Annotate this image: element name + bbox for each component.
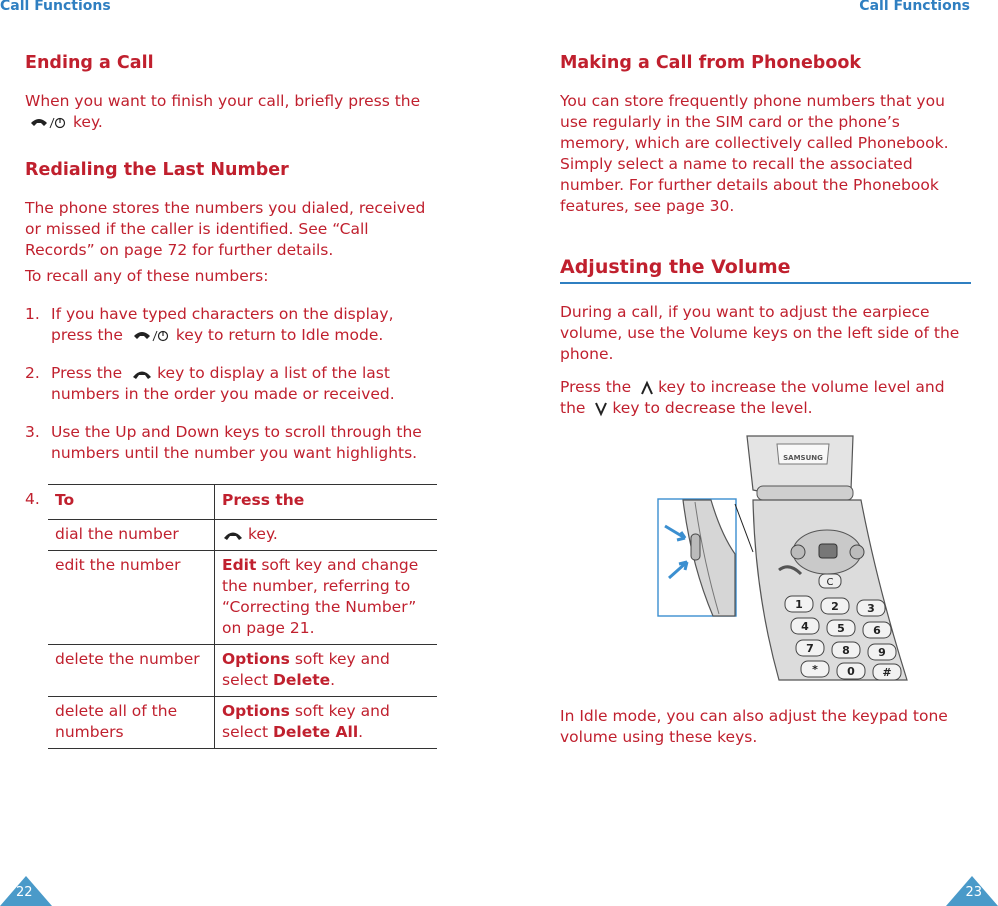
redial-heading: Redialing the Last Number <box>25 160 289 180</box>
volume-para-2 <box>560 377 972 419</box>
volume-para-2-pre: Press the <box>560 378 632 396</box>
soft-key-label: Options <box>222 702 290 720</box>
step-2-pre: Press the <box>51 364 123 382</box>
ending-call-heading: Ending a Call <box>25 53 154 73</box>
table-row <box>48 551 437 645</box>
phone-brand-text: SAMSUNG <box>783 454 823 462</box>
redial-para-1: The phone stores the numbers you dialed, received or missed if the caller is identified. See “Call Records” on page 72 for further details. <box>25 199 426 259</box>
row-press-mid: soft key and select <box>222 650 390 689</box>
table-row <box>48 645 437 697</box>
step-number: 1. <box>25 305 40 323</box>
row-press-end: . <box>330 671 336 689</box>
keypad-key: 0 <box>847 665 855 678</box>
row-press <box>215 697 438 749</box>
keypad-key: 6 <box>873 624 881 637</box>
ending-text-post: key. <box>73 113 103 131</box>
row-press-end: . <box>358 723 364 741</box>
row-action: delete all of the numbers <box>48 697 215 749</box>
volume-heading: Adjusting the Volume <box>560 256 791 278</box>
phonebook-text: You can store frequently phone numbers that you use regularly in the SIM card or the phone’s memory, which are collectively called Phonebook. Simply select a name to recall the associated number. For further details about the Phonebook features, see page 30. <box>560 92 949 215</box>
volume-down-icon <box>594 401 608 417</box>
page-number-left: 22 <box>16 885 33 900</box>
keypad-key: 3 <box>867 602 875 615</box>
volume-para-1: During a call, if you want to adjust the earpiece volume, use the Volume keys on the left side of the phone. <box>560 303 960 363</box>
keypad-key: * <box>812 663 818 676</box>
volume-para-3: In Idle mode, you can also adjust the keypad tone volume using these keys. <box>560 707 948 746</box>
step-2-post: key to display a list of the last numbers in the order you made or received. <box>51 364 395 403</box>
row-action: edit the number <box>48 551 215 645</box>
step-number: 3. <box>25 423 40 441</box>
ending-call-text <box>25 91 445 133</box>
keypad-key: 5 <box>837 622 845 635</box>
ending-text-pre: When you want to finish your call, briefly press the <box>25 92 421 110</box>
row-press-rest: soft key and change the number, referring to “Correcting the Number” on page 21. <box>222 556 419 637</box>
col-to-header: To <box>48 485 215 520</box>
row-action: delete the number <box>48 645 215 697</box>
row-press-mid: soft key and select <box>222 702 390 741</box>
volume-up-icon <box>640 380 654 396</box>
clear-key-label: C <box>826 577 834 588</box>
end-key-icon <box>29 116 69 130</box>
step-3-text: Use the Up and Down keys to scroll through the numbers until the number you want highlights. <box>51 423 422 462</box>
left-page-header: Call Functions <box>0 0 111 14</box>
keypad-key: 9 <box>878 646 886 659</box>
step-number: 2. <box>25 364 40 382</box>
table-row <box>48 697 437 749</box>
phone-illustration <box>655 434 913 682</box>
row-action: dial the number <box>48 520 215 551</box>
keypad-key: 2 <box>831 600 839 613</box>
redial-para-2: To recall any of these numbers: <box>25 267 269 285</box>
keypad-key: # <box>882 666 892 679</box>
step-1-pre: If you have typed characters on the display, press the <box>51 305 394 344</box>
send-key-icon <box>222 529 244 541</box>
menu-option-label: Delete All <box>273 723 359 741</box>
section-divider <box>560 282 971 284</box>
table-row <box>48 520 437 551</box>
volume-para-2-mid: key to increase the volume level and the <box>560 378 945 417</box>
step-1-post: key to return to Idle mode. <box>175 326 384 344</box>
soft-key-label: Edit <box>222 556 257 574</box>
row-press <box>215 551 438 645</box>
soft-key-label: Options <box>222 650 290 668</box>
col-press-header: Press the <box>222 491 305 509</box>
phonebook-heading: Making a Call from Phonebook <box>560 53 862 73</box>
keypad-key: 8 <box>842 644 850 657</box>
phone-menu-key <box>819 544 837 558</box>
keypad-key: 1 <box>795 598 803 611</box>
send-key-icon <box>131 368 153 380</box>
step-4-number: 4. <box>25 490 40 508</box>
keypad-key: 7 <box>806 642 814 655</box>
volume-para-2-post: key to decrease the level. <box>612 399 813 417</box>
end-key-icon <box>132 329 172 343</box>
right-page-header: Call Functions <box>859 0 970 14</box>
redial-options-table <box>48 484 437 749</box>
row-press-post: key. <box>248 525 278 543</box>
row-press <box>215 520 438 551</box>
row-press <box>215 645 438 697</box>
menu-option-label: Delete <box>273 671 331 689</box>
table-header-row <box>48 485 437 520</box>
page-number-right: 23 <box>965 885 982 900</box>
keypad-key: 4 <box>801 620 809 633</box>
